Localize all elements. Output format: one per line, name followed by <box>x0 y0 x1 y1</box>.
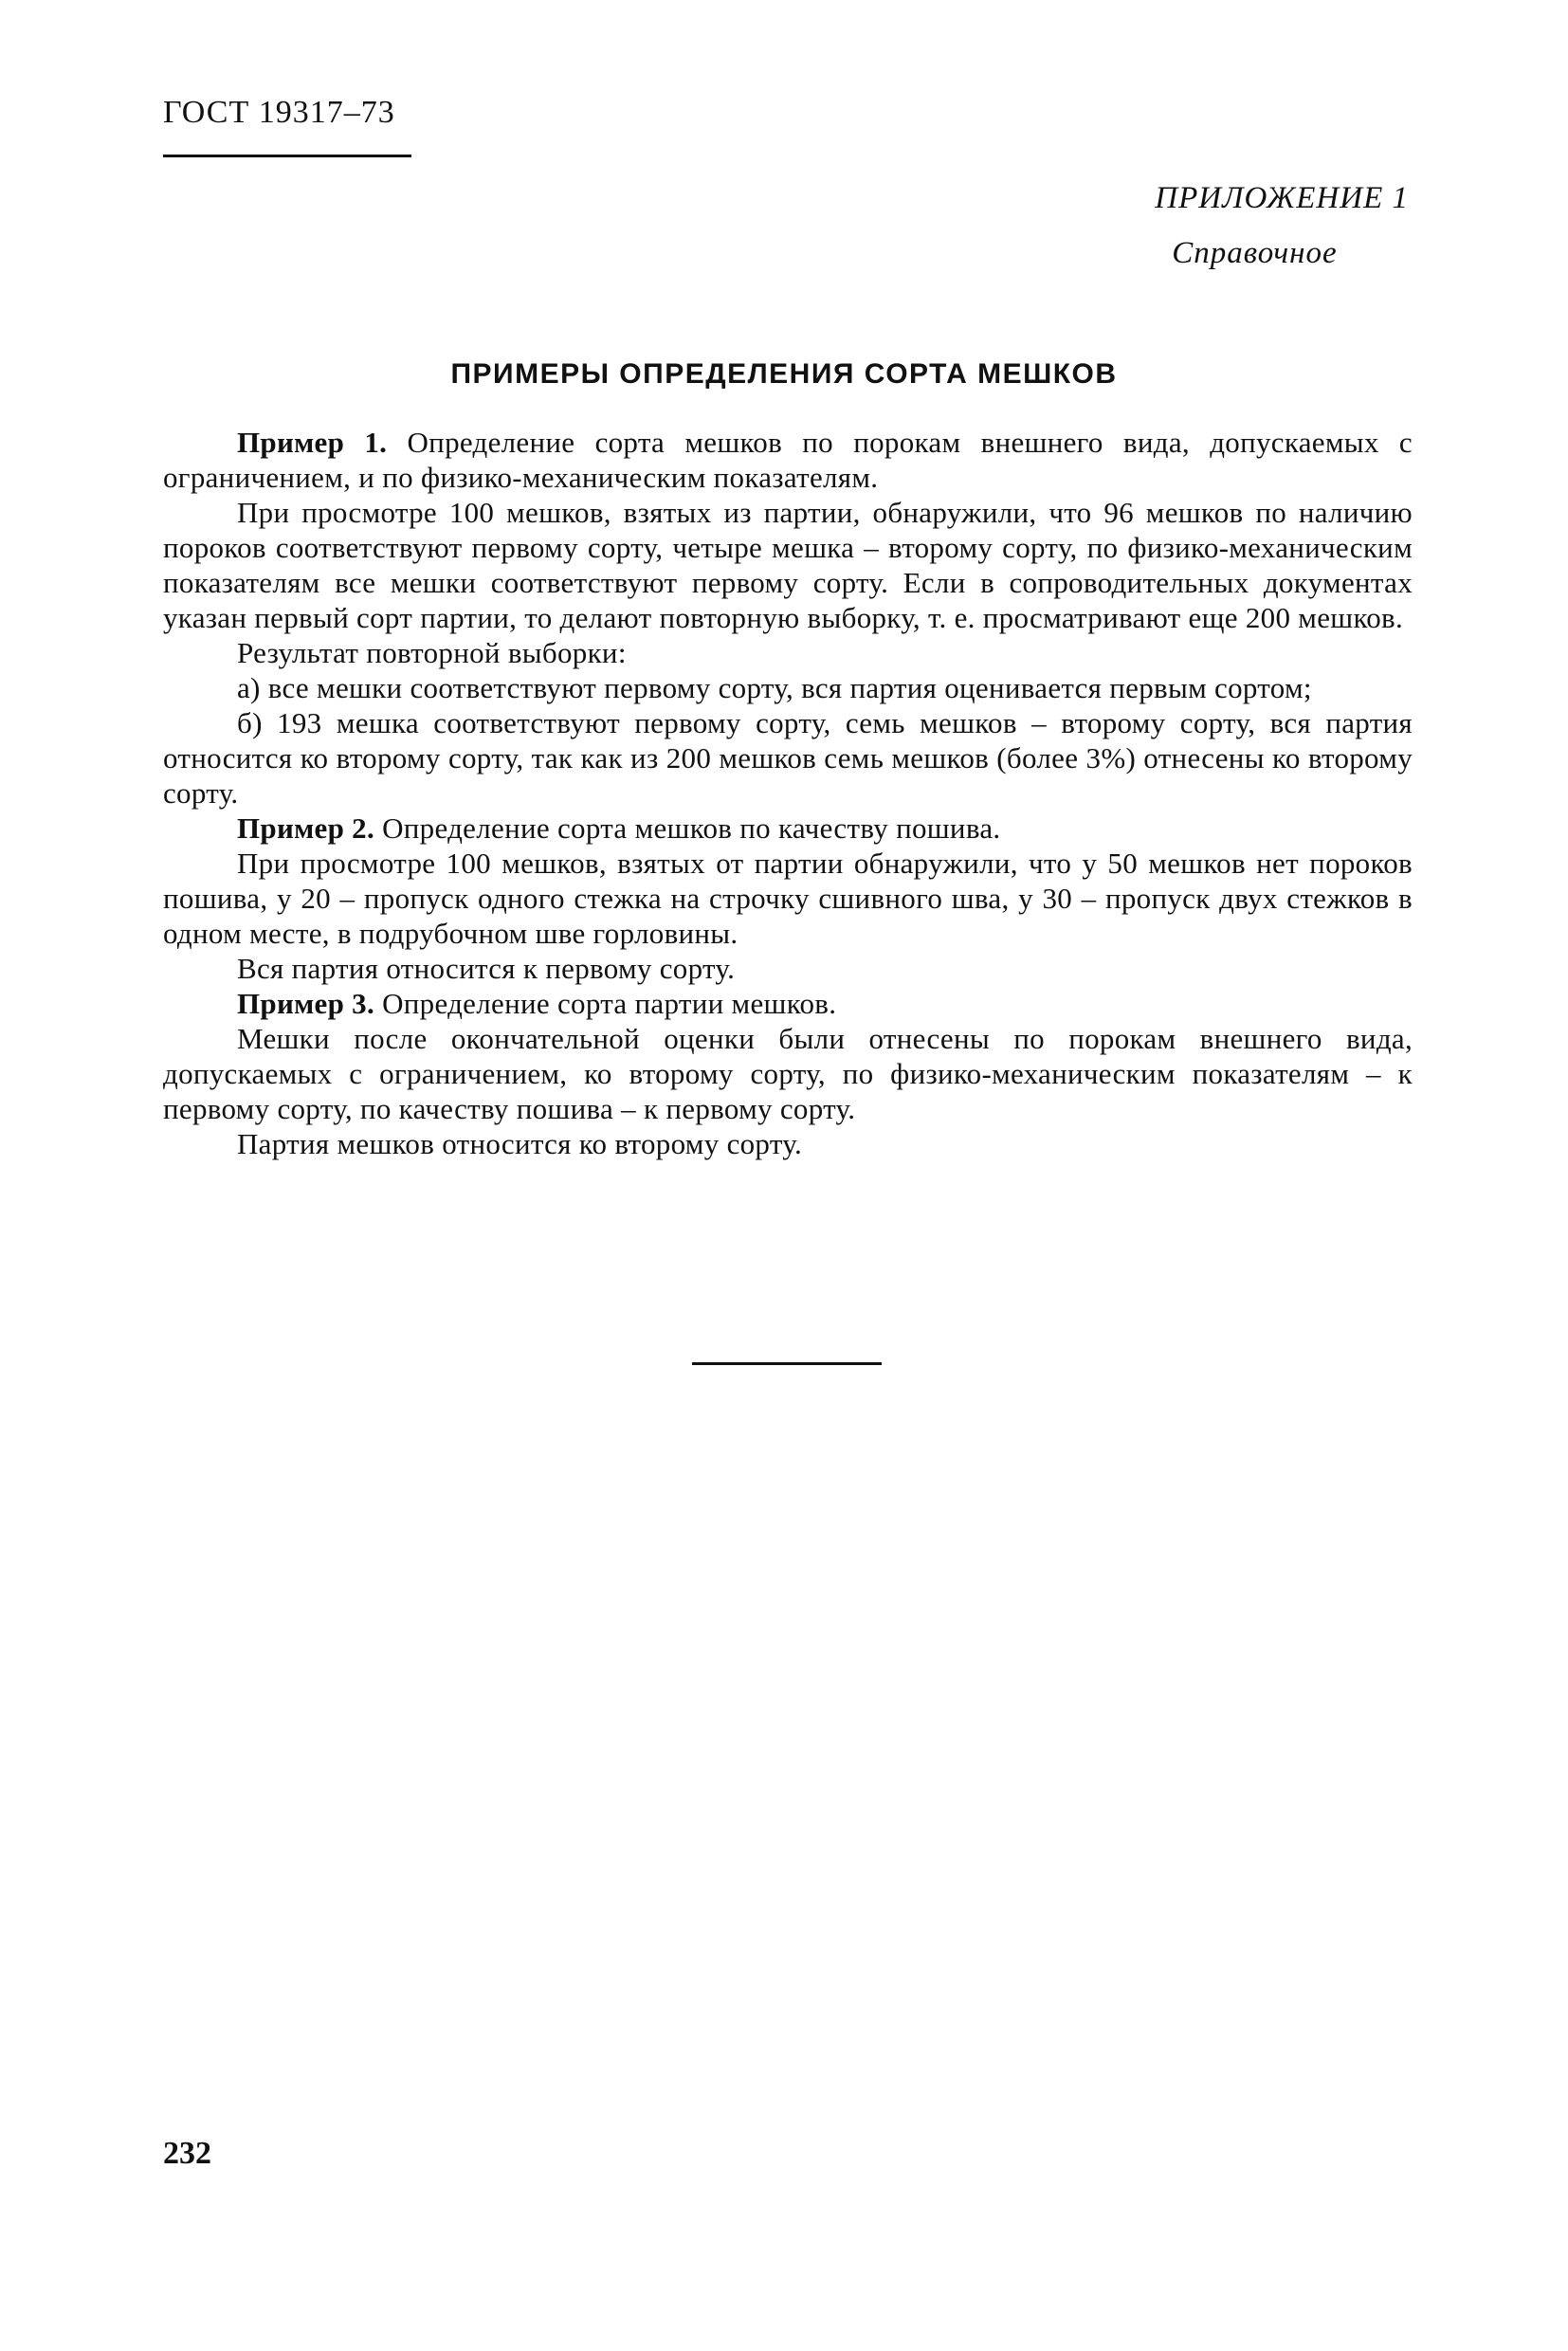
end-rule <box>692 1362 882 1365</box>
appendix-type: Справочное <box>1172 236 1338 270</box>
paragraph-text: Мешки после окончательной оценки были отнесены по порокам внешнего вида, допускаемых с ограничением, ко второму сорту, по физико-механическим показателям – к первому сорту, по качеству пошива – к первому сорту. <box>163 1022 1413 1125</box>
paragraph-text: б) 193 мешка соответствуют первому сорту, семь мешков – второму сорту, вся партия относится ко второму сорту, так как из 200 мешков семь мешков (более 3%) отнесены ко второму сорту. <box>163 706 1413 810</box>
paragraph <box>163 1126 1413 1161</box>
paragraph <box>163 705 1413 811</box>
paragraph <box>163 951 1413 986</box>
paragraph <box>163 1021 1413 1126</box>
paragraph <box>163 635 1413 670</box>
paragraph-text: При просмотре 100 мешков, взятых из партии, обнаружили, что 96 мешков по наличию пороков соответствуют первому сорту, четыре мешка – второму сорту, по физико-механическим показателям все мешки соответствуют первому сорту. Если в сопроводительных документах указан первый сорт партии, то делают повторную выборку, т. е. просматривают еще 200 мешков. <box>163 496 1413 634</box>
paragraph <box>163 670 1413 705</box>
paragraph <box>163 846 1413 951</box>
paragraph-text: Вся партия относится к первому сорту. <box>237 952 736 985</box>
paragraph <box>163 986 1413 1021</box>
paragraph-text: Определение сорта мешков по качеству пошива. <box>374 811 1001 845</box>
document-code: ГОСТ 19317–73 <box>163 95 395 130</box>
paragraph-text: Определение сорта партии мешков. <box>374 987 837 1020</box>
example-heading: Пример 3. <box>237 987 375 1020</box>
appendix-block <box>1155 171 1409 281</box>
paragraph <box>163 425 1413 495</box>
example-heading: Пример 2. <box>237 811 375 845</box>
paragraph-text: Результат повторной выборки: <box>237 636 627 669</box>
example-heading: Пример 1. <box>237 426 388 459</box>
appendix-label: ПРИЛОЖЕНИЕ 1 <box>1155 181 1409 215</box>
section-title: ПРИМЕРЫ ОПРЕДЕЛЕНИЯ СОРТА МЕШКОВ <box>450 358 1118 390</box>
page-number: 232 <box>163 2136 211 2171</box>
paragraph-text: При просмотре 100 мешков, взятых от партии обнаружили, что у 50 мешков нет пороков пошива, у 20 – пропуск одного стежка на строчку сшивного шва, у 30 – пропуск двух стежков в одном месте, в подрубочном шве горловины. <box>163 847 1413 950</box>
header-underline <box>163 155 411 157</box>
paragraph <box>163 811 1413 846</box>
body-text <box>163 425 1413 1161</box>
paragraph-text: Определение сорта мешков по порокам внешнего вида, допускаемых с ограничением, и по физико-механическим показателям. <box>163 426 1413 494</box>
paragraph-text: а) все мешки соответствуют первому сорту, вся партия оценивается первым сортом; <box>237 671 1312 704</box>
paragraph <box>163 495 1413 635</box>
paragraph-text: Партия мешков относится ко второму сорту. <box>237 1127 803 1160</box>
